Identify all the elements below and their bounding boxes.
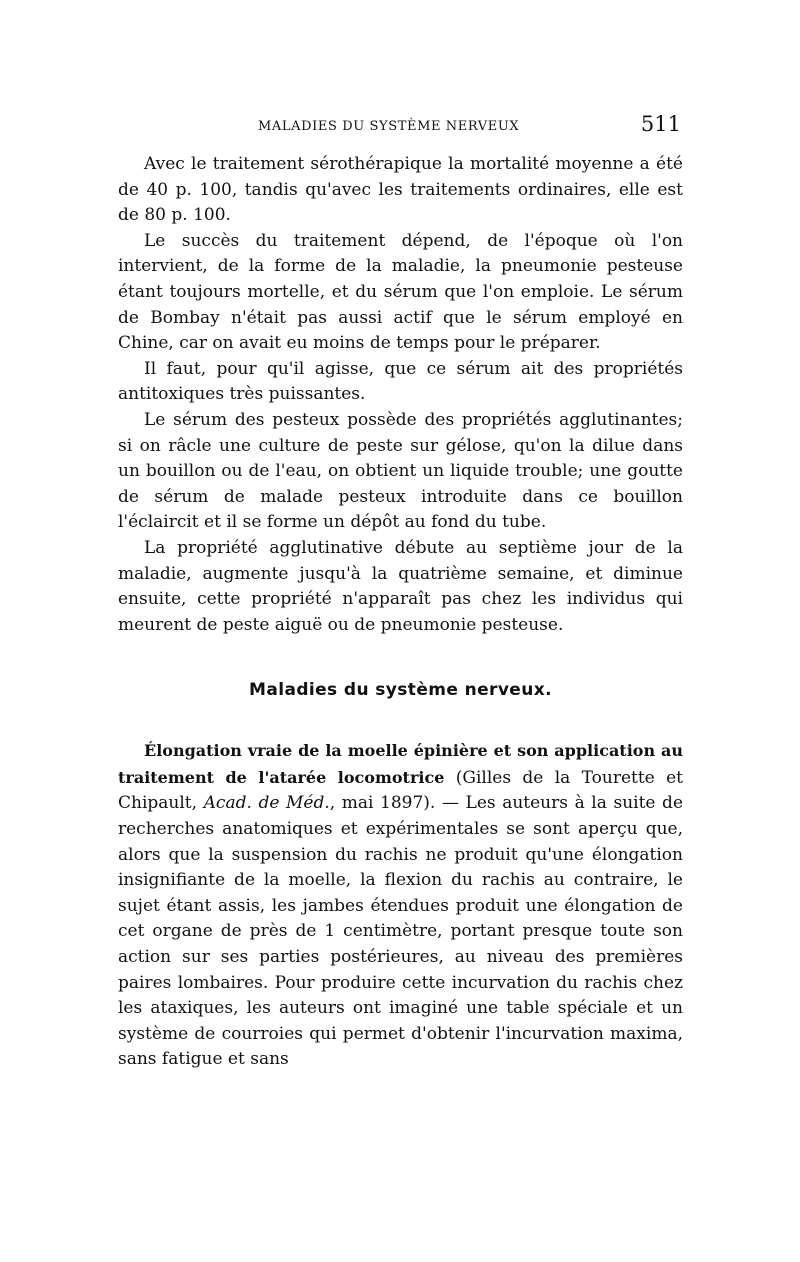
journal-name: Acad. de Méd. <box>203 793 330 814</box>
running-head <box>118 112 683 142</box>
paragraph-agglutinative-property: La propriété agglutinative débute au septième jour de la maladie, augmente jusqu'à la quatrième semaine, et diminue ensuite, cette propriété n'apparaît pas chez les individus qui meurent de peste aiguë ou de pneumonie pesteuse. <box>118 537 683 635</box>
paragraph-agglutination: Le sérum des pesteux possède des propriétés agglutinantes; si on râcle une culture de peste sur gélose, qu'on la dilue dans un bouillon ou de l'eau, on obtient un liquide trouble; une goutte de sérum de malade pesteux introduite dans ce bouillon l'éclaircit et il se forme un dépôt au fond du tube. <box>118 409 683 533</box>
article-title: Élongation vraie de la moelle épinière et son application au traitement de l'atarée locomotrice <box>118 741 683 787</box>
section-heading: Maladies du système nerveux. <box>249 680 552 701</box>
page-number: 511 <box>640 112 681 136</box>
paragraph-treatment-success: Le succès du traitement dépend, de l'époque où l'on intervient, de la forme de la maladie, la pneumonie pesteuse étant toujours mortelle, et du sérum que l'on emploie. Le sérum de Bombay n'était pas aussi actif que le sérum employé en Chine, car on avait eu moins de temps pour le préparer. <box>118 230 683 354</box>
article-body: Les auteurs à la suite de recherches anatomiques et expérimentales se sont aperçu que, alors que la suspension du rachis ne produit qu'une élongation insignifiante de la moelle, la flexion du rachis au contraire, le sujet étant assis, les jambes étendues produit une élongation de cet organe de près de 1 centimètre, portant presque toute son action sur ses parties postérieures, au niveau des premières paires lombaires. Pour produire cette incurvation du rachis chez les ataxiques, les auteurs ont imaginé une table spéciale et un système de courroies qui permet d'obtenir l'incurvation maxima, sans fatigue et sans <box>118 793 684 1070</box>
citation-close: , mai 1897). — <box>329 793 466 814</box>
paragraph-antitoxic: Il faut, pour qu'il agisse, que ce sérum ait des propriétés antitoxiques très puissantes. <box>118 358 683 405</box>
running-title: MALADIES DU SYSTÈME NERVEUX <box>258 119 520 134</box>
body-text <box>118 152 683 638</box>
paragraph-mortality: Avec le traitement sérothérapique la mortalité moyenne a été de 40 p. 100, tandis qu'avec les traitements ordinaires, elle est de 80 p. 100. <box>118 154 683 226</box>
citation-open: (Gilles de la Tourette et Chipault, <box>118 767 683 814</box>
book-page <box>118 112 683 1073</box>
article-entry <box>118 738 683 1073</box>
